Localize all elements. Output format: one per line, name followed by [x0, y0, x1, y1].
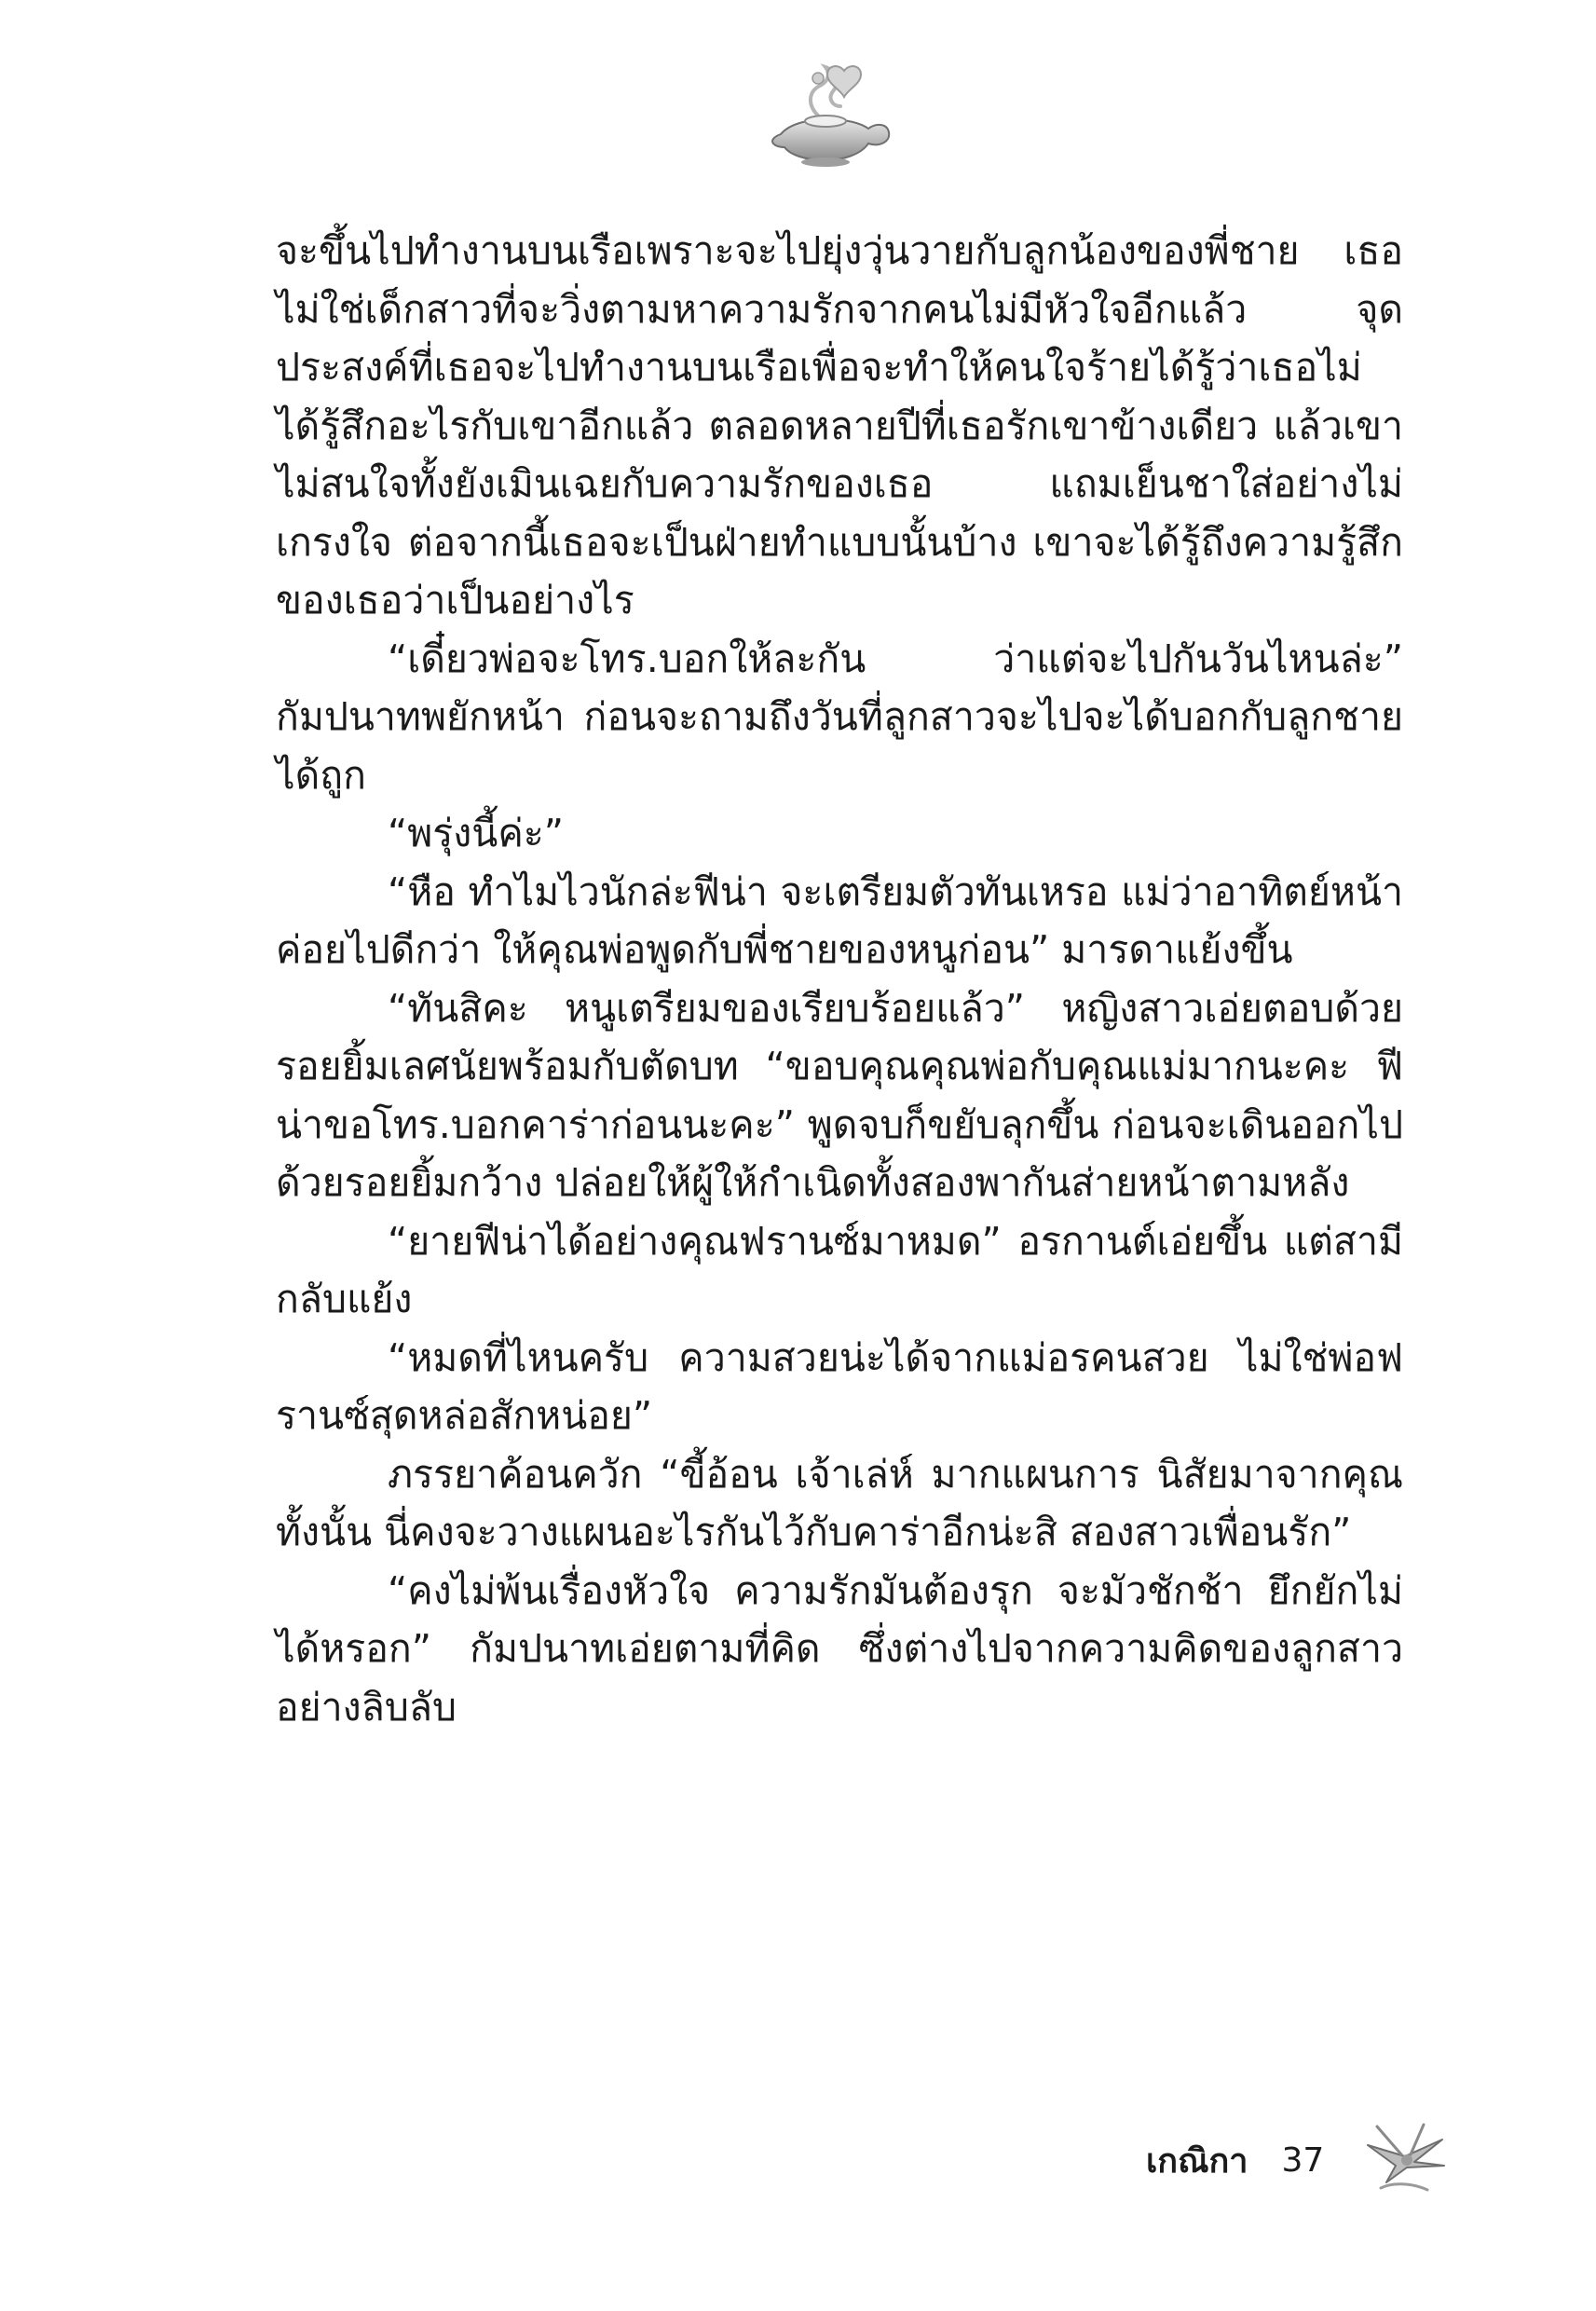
book-title: เกณิกา [1146, 2141, 1248, 2181]
paragraph: “หมดที่ไหนครับ ความสวยน่ะได้จากแม่อรคนสวย ไม่ใช่พ่อฟรานซ์สุดหล่อสักหน่อย” [276, 1334, 1403, 1438]
paragraph: ภรรยาค้อนควัก “ขี้อ้อน เจ้าเล่ห์ มากแผนการ นิสัยมาจากคุณทั้งนั้น นี่คงจะวางแผนอะไรกันไว้กับคาร่าอีกน่ะสิ สองสาวเพื่อนรัก” [276, 1451, 1403, 1554]
paragraph: “พรุ่งนี้ค่ะ” [388, 811, 565, 855]
paragraph: “หือ ทำไมไวนักล่ะฟีน่า จะเตรียมตัวทันเหรอ แม่ว่าอาทิตย์หน้าค่อยไปดีกว่า ให้คุณพ่อพูดกับพี่ชายของหนูก่อน” มารดาแย้งขึ้น [276, 868, 1403, 972]
paragraph: จะขึ้นไปทำงานบนเรือเพราะจะไปยุ่งวุ่นวายกับลูกน้องของพี่ชาย เธอไม่ใช่เด็กสาวที่จะวิ่งตามหาความรักจากคนไม่มีหัวใจอีกแล้ว จุดประสงค์ที่เธอจะไปทำงานบนเรือเพื่อจะทำให้คนใจร้ายได้รู้ว่าเธอไม่ได้รู้สึกอะไรกับเขาอีกแล้ว ตลอดหลายปีที่เธอรักเขาข้างเดียว แล้วเขาไม่สนใจทั้งยังเมินเฉยกับความรักของเธอ แถมเย็นชาใส่อย่างไม่เกรงใจ ต่อจากนี้เธอจะเป็นฝ่ายทำแบบนั้นบ้าง เขาจะได้รู้ถึงความรู้สึกของเธอว่าเป็นอย่างไร [276, 228, 1403, 622]
page-footer [1146, 2132, 1324, 2188]
genie-lamp-icon [753, 58, 902, 170]
story-text [276, 222, 1403, 1736]
flying-fairy-icon [1358, 2108, 1452, 2201]
paragraph: “คงไม่พ้นเรื่องหัวใจ ความรักมันต้องรุก จะมัวชักช้า ยึกยักไม่ได้หรอก” กัมปนาทเอ่ยตามที่คิด ซึ่งต่างไปจากความคิดของลูกสาวอย่างลิบลับ [276, 1567, 1403, 1730]
paragraph: “เดี๋ยวพ่อจะโทร.บอกให้ละกัน ว่าแต่จะไปกันวันไหนล่ะ” กัมปนาทพยักหน้า ก่อนจะถามถึงวันที่ลูกสาวจะไปจะได้บอกกับลูกชายได้ถูก [276, 636, 1403, 798]
paragraph: “ยายฟีน่าได้อย่างคุณฟรานซ์มาหมด” อรกานต์เอ่ยขึ้น แต่สามีกลับแย้ง [276, 1218, 1403, 1321]
paragraph: “ทันสิคะ หนูเตรียมของเรียบร้อยแล้ว” หญิงสาวเอ่ยตอบด้วยรอยยิ้มเลศนัยพร้อมกับตัดบท “ขอบคุณคุณพ่อกับคุณแม่มากนะคะ ฟีน่าขอโทร.บอกคาร่าก่อนนะคะ” พูดจบก็ขยับลุกขึ้น ก่อนจะเดินออกไปด้วยรอยยิ้มกว้าง ปล่อยให้ผู้ให้กำเนิดทั้งสองพากันส่ายหน้าตามหลัง [276, 985, 1403, 1205]
page-number: 37 [1281, 2140, 1325, 2180]
